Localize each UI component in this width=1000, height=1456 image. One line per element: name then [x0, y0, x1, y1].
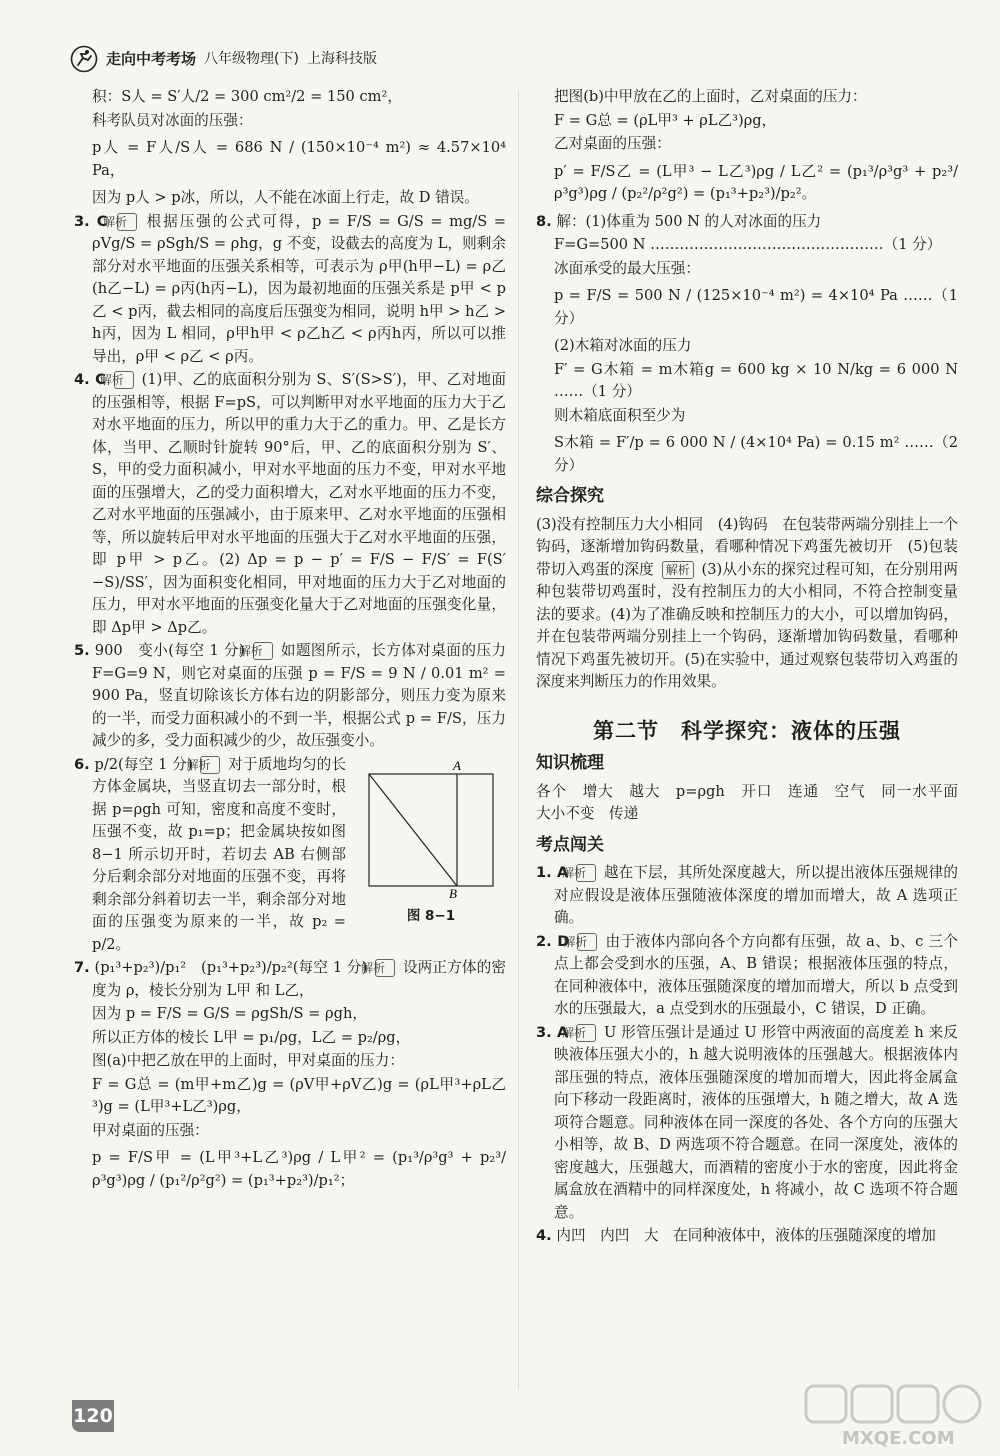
checkpoint-3 — [536, 1022, 958, 1225]
analysis-tag: 解析 — [117, 213, 137, 231]
answer-line: 积：S人 = S′人/2 = 300 cm²/2 = 150 cm²， — [92, 88, 402, 105]
answer-6 — [74, 754, 506, 957]
column-divider — [518, 90, 519, 1390]
answer-4 — [74, 369, 506, 639]
analysis-tag: 解析 — [576, 1024, 596, 1042]
answer-3 — [74, 211, 506, 369]
answer-text: (3)没有控制压力大小相同 (4)钩码 在包装带两端分别挂上一个钩码，逐渐增加钩码数量，看哪种情况下鸡蛋先被切开 (5)包装带切入鸡蛋的深度 — [536, 515, 958, 578]
answer-text: U 形管压强计是通过 U 形管中两液面的高度差 h 来反映液体压强大小的，h 越大说明液体的压强越大。根据液体内部压强的特点，液体压强随深度的增加而增大，因此将金属盒向下移动一段距离时，液体的压强增大，h 随之增大，故 A 选项符合题意。同种液体在同一深度的各处、各个方向的压强大小相等，故 B、D 两选项不符合题意。在同一深度处，液体的密度越大，压强越大，而酒精的密度小于水的密度，因此将金属盒放在酒精中的同样深度处，h 将减小，故 C 选项不符合题意。 — [554, 1023, 959, 1221]
checkpoint-4 — [536, 1225, 958, 1248]
answer-line: 把图(b)中甲放在乙的上面时，乙对桌面的压力： — [554, 88, 867, 105]
answer-line: 科考队员对冰面的压强： — [92, 111, 253, 129]
answer-7 — [74, 957, 506, 1002]
answer-line: F=G=500 N …………………………………………（1 分） — [554, 236, 942, 253]
analysis-tag: 解析 — [577, 933, 597, 951]
formula-line: p′ = F/S乙 = (L甲³ − L乙³)ρg / L乙² = (p₁³/ρ³g³ + p₂³/ρ³g³)ρg / (p₂²/ρ²g²) = (p₁³+p₂³)/p₂²。 — [554, 162, 958, 202]
formula-line: F′ = G木箱 = m木箱g = 600 kg × 10 N/kg = 6 000 N ……（1 分） — [554, 360, 958, 400]
figure-caption: 图 8−1 — [406, 908, 456, 924]
right-column — [536, 86, 973, 1249]
answer-number: 4. C — [74, 371, 106, 388]
formula-line: F = G总 = (ρL甲³ + ρL乙³)ρg， — [554, 111, 777, 129]
knowledge-answers: 各个 增大 越大 p=ρgh 开口 连通 空气 同一水平面 大小不变 传递 — [536, 782, 973, 822]
formula-line: S木箱 = F′/p = 6 000 N / (4×10⁴ Pa) = 0.15 m² ……（2 分） — [554, 434, 958, 474]
formula-line: F = G总 = (m甲+m乙)g = (ρV甲+ρV乙)g = (ρL甲³+ρL乙³)g = (L甲³+L乙³)ρg， — [92, 1075, 506, 1115]
watermark-text: MXQE.COM — [842, 1428, 955, 1449]
answer-text: 内凹 内凹 大 在同种液体中，液体的压强随深度的增加 — [556, 1227, 936, 1244]
answer-line: 则木箱底面积至少为 — [554, 406, 686, 424]
answer-text: 越在下层，其所处深度越大，所以提出液体压强规律的对应假设是液体压强随液体深度的增加而增大，故 A 选项正确。 — [554, 864, 958, 926]
answer-text: (1)甲、乙的底面积分别为 S、S′(S>S′)，甲、乙对地面的压强相等，根据 F=pS，可以判断甲对水平地面的压力大于乙对水平地面的压力，所以甲的重力大于乙的重力。甲、乙是长方体，当甲、乙顺时针旋转 90°后，甲、乙的底面积分别为 S′、S，甲的受力面积减小，甲对水平地面的压力不变，甲对水平地面的压强增大，乙的受力面积增大，乙对水平地面的压力不变，乙对水平地面的压强减小，由于原来甲、乙对水平地面的压强相等，所以旋转后甲对水平地面的压强大于乙对水平地面的压强，即 p甲 > p乙。(2) Δp = p − p′ = F/S − F/S′ = F(S′−S)/SS′，因为面积变化相同，甲对地面的压力大于乙对地面的压力，甲对水平地面的压强变化量大于乙对地面的压强变化量，即 Δp甲 > Δp乙。 — [92, 371, 507, 636]
answer-line: (2)木箱对冰面的压力 — [554, 337, 692, 354]
left-column — [74, 86, 506, 1197]
analysis-tag: 解析 — [375, 959, 395, 977]
answer-number: 2. D — [536, 932, 570, 950]
analysis-tag: 解析 — [200, 756, 220, 774]
answer-line: 所以正方体的棱长 L甲 = p₁/ρg，L乙 = p₂/ρg， — [92, 1028, 411, 1046]
answer-line: 因为 p = F/S = G/S = ρgSh/S = ρgh， — [92, 1005, 367, 1022]
answer-number: 1. A — [536, 864, 569, 881]
watermark-logo — [802, 1380, 992, 1450]
analysis-tag: 解析 — [253, 642, 273, 660]
answer-fill: 900 变小(每空 1 分) — [94, 642, 245, 659]
answer-line: 因为 p人 > p冰，所以，人不能在冰面上行走，故 D 错误。 — [92, 189, 479, 206]
section-heading: 考点闯关 — [536, 834, 604, 855]
answer-line: 甲对桌面的压强： — [92, 1121, 209, 1139]
answer-5 — [74, 640, 506, 753]
checkpoint-1 — [536, 862, 958, 930]
checkpoint-2 — [536, 931, 958, 1021]
answer-line: 乙对桌面的压强： — [554, 135, 671, 152]
answer-number: 3. A — [536, 1023, 569, 1041]
answer-text: 由于液体内部向各个方向都有压强，故 a、b、c 三个点上都会受到水的压强，A、B 错误；根据液体压强的特点，在同种液体中，液体压强随深度的增加而增大，所以 b 点受到水的压强最大，a 点受到水的压强最小，C 错误，D 正确。 — [554, 932, 958, 1017]
formula-line: p = F/S甲 = (L甲³+L乙³)ρg / L甲² = (p₁³/ρ³g³ + p₂³/ρ³g³)ρg / (p₁²/ρ²g²) = (p₁³+p₂³)/p₁²； — [92, 1149, 506, 1189]
answer-line: 冰面承受的最大压强： — [554, 259, 700, 277]
block-diagram — [361, 758, 501, 898]
book-title: 走向中考考场 — [106, 49, 197, 68]
analysis-tag: 解析 — [114, 371, 134, 389]
answer-number: 5. — [74, 642, 90, 659]
answer-number: 7. — [74, 959, 90, 976]
chapter-title: 第二节 科学探究：液体的压强 — [593, 718, 901, 743]
answer-line: 图(a)中把乙放在甲的上面时，甲对桌面的压力： — [92, 1052, 404, 1069]
figure-8-1 — [356, 758, 506, 928]
exploration-answer — [536, 514, 958, 694]
formula-line: p人 = F人/S人 = 686 N / (150×10⁻⁴ m²) ≈ 4.57×10⁴ Pa， — [92, 139, 506, 179]
answer-text: 如题图所示，长方体对桌面的压力 F=G=9 N，则它对桌面的压强 p = F/S = 9 N / 0.01 m² = 900 Pa，竖直切除该长方体右边的阴影部分，则压力变为原来的一半，而受力面积减小的不到一半，根据公式 p = F/S，压力减少的多，受力面积减少的少，故压强变小。 — [92, 642, 506, 749]
answer-text: 对于质地均匀的长方体金属块，当竖直切去一部分时，根据 p=ρgh 可知，密度和高度不变时，压强不变，故 p₁=p；把金属块按如图 8−1 所示切开时，若切去 AB 右侧部分后剩余部分对地面的压强不变，再将剩余部分斜着切去一半，剩余部分对地面的压强变为原来的一半，故 p₂ = p/2。 — [92, 755, 347, 953]
fig-label-b: B — [449, 885, 457, 898]
answer-text: 设两正方体的密度为 ρ，棱长分别为 L甲 和 L乙， — [92, 959, 506, 999]
answer-number: 3. C — [74, 212, 108, 230]
page-number: 120 — [72, 1400, 114, 1432]
answer-fill: p/2(每空 1 分) — [94, 755, 193, 773]
runner-logo-icon — [70, 45, 98, 73]
section-heading: 知识梳理 — [536, 753, 604, 773]
formula-line: p = F/S = 500 N / (125×10⁻⁴ m²) = 4×10⁴ Pa ……（1 分） — [554, 287, 958, 327]
answer-number: 8. — [536, 212, 552, 230]
answer-text: (3)从小东的探究过程可知，在分别用两种包装带切鸡蛋时，没有控制压力的大小相同，不符合控制变量法的要求。(4)为了准确反映和控制压力的大小，可以增加钩码，并在包装带两端分别挂上一个钩码，逐渐增加钩码数量，看哪种情况下鸡蛋先被切开。(5)在实验中，通过观察包装带切入鸡蛋的深度来判断压力的作用效果。 — [536, 560, 958, 690]
book-grade: 八年级物理(下) — [204, 50, 299, 67]
fig-label-a: A — [453, 757, 461, 773]
answer-number: 4. — [536, 1227, 552, 1244]
page-header — [70, 44, 377, 74]
answer-text: 根据压强的公式可得，p = F/S = G/S = mg/S = ρVg/S = ρSgh/S = ρhg，g 不变，设截去的高度为 L，则剩余部分对水平地面的压强关系相等，可表示为 ρ甲(h甲−L) = ρ乙(h乙−L) = ρ丙(h丙−L)，因为最初地面的压强关系是 p甲 < p乙 < p丙，截去相同的高度后压强变为相同，说明 h甲 > h乙 > h丙，因为 L 相同，ρ甲h甲 < ρ乙h乙 < ρ丙h丙，所以可以推导出，ρ甲 < ρ乙 < ρ丙。 — [92, 212, 507, 365]
answer-fill: (p₁³+p₂³)/p₁² (p₁³+p₂³)/p₂²(每空 1 分) — [94, 959, 368, 976]
analysis-tag: 解析 — [662, 561, 694, 579]
answer-8 — [536, 211, 958, 234]
section-heading: 综合探究 — [536, 486, 604, 506]
analysis-tag: 解析 — [576, 864, 596, 882]
answer-text: 解：(1)体重为 500 N 的人对冰面的压力 — [556, 212, 822, 230]
book-publisher: 上海科技版 — [306, 50, 377, 67]
answer-number: 6. — [74, 755, 90, 773]
